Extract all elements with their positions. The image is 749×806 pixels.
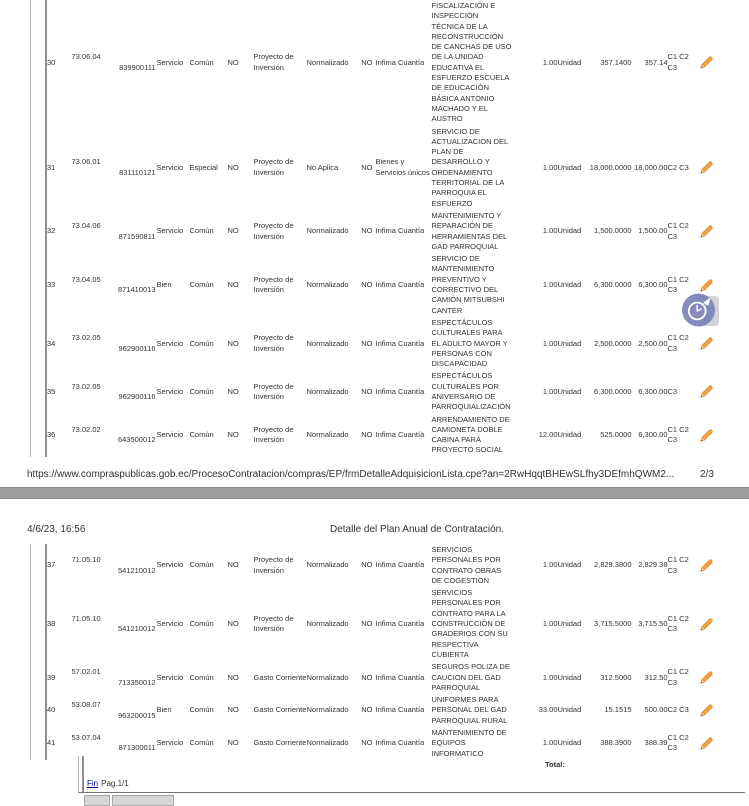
item-description: SERVICIO DE MANTENIMIENTO PREVENTIVO Y CORRECTIVO DEL CAMIÓN MITSUBSHI CANTER	[431, 254, 505, 315]
funding-source: Proyecto de Inversión	[253, 381, 294, 401]
item-description: MANTENIMIENTO Y REPARACIÓN DE HERRAMIENTAS DEL GAD PARROQUIAL	[431, 210, 507, 251]
unit: Unidad	[557, 162, 582, 172]
procedure-flag: NO	[361, 430, 373, 440]
total-cost: 3,715.50	[638, 619, 668, 629]
item-regime: Común	[189, 338, 214, 348]
pagination-line	[87, 779, 129, 788]
pagination-footer	[78, 756, 745, 793]
procedure-flag: NO	[361, 57, 373, 67]
row-number: 33	[47, 279, 56, 289]
procedure-type: Normalizado	[306, 57, 349, 67]
partida-number: 713350012	[117, 677, 156, 687]
item-type: Servicio	[156, 386, 184, 396]
item-type: Servicio	[156, 619, 184, 629]
procedure-flag: NO	[361, 279, 373, 289]
quarters: C1 C2 C3	[667, 221, 689, 241]
edit-cell	[698, 414, 728, 457]
item-code: 73.04.06	[71, 221, 101, 231]
exercise-flag: NO	[227, 430, 239, 440]
exercise-flag: NO	[227, 279, 239, 289]
quarters: C1 C2 C3	[667, 424, 689, 445]
row-left-border	[31, 0, 47, 126]
procedure-wrap	[307, 619, 376, 629]
unit: Unidad	[557, 738, 582, 748]
total-cost: 18,000.00	[634, 162, 668, 172]
total-cost: 2,500.00	[638, 338, 668, 348]
item-code: 73.02.05	[71, 381, 101, 391]
quantity: 33.00	[538, 705, 558, 715]
funding-source: Proyecto de Inversión	[253, 613, 294, 634]
total-label: Total:	[545, 760, 565, 769]
row-number: 36	[47, 430, 56, 440]
procurement-type: Infima Cuantía	[375, 672, 425, 682]
edit-cell	[698, 544, 728, 587]
unit: Unidad	[557, 386, 582, 396]
edit-pencil-icon[interactable]	[698, 54, 728, 71]
page-1	[30, 0, 728, 457]
total-cost: 312.50	[644, 672, 668, 682]
edit-cell	[698, 0, 728, 126]
row-left-border	[31, 126, 47, 210]
item-type: Servicio	[156, 162, 184, 172]
item-description: ARRENDAMIENTO DE CAMIONETA DOBLE CABINA PARA PROYECTO SOCIAL	[431, 414, 510, 455]
quantity: 1.00	[542, 672, 558, 682]
item-description: MANTENIMIENTO DE EQUIPOS INFORMATICO	[431, 728, 507, 758]
table-row	[31, 587, 728, 661]
edit-cell	[698, 661, 728, 694]
quantity: 1.00	[542, 738, 558, 748]
edit-pencil-icon[interactable]	[698, 702, 728, 719]
procedure-cell	[307, 370, 376, 413]
item-description: ESPECTÁCULOS CULTURALES POR ANIVERSARIO DE PARROQUIALIZACIÓN	[431, 371, 511, 412]
timer-extension-overlay-icon[interactable]	[681, 290, 719, 330]
bottom-button-stub-1[interactable]	[84, 795, 110, 806]
unit-cost: 18,000.0000	[589, 162, 632, 172]
edit-cell	[698, 126, 728, 210]
budget-code-cell	[70, 253, 157, 317]
procurement-type: Infima Cuantía	[375, 226, 425, 236]
edit-pencil-icon[interactable]	[698, 557, 728, 574]
procurement-type: Infima Cuantía	[375, 430, 425, 440]
edit-cell	[698, 694, 728, 727]
procedure-flag: NO	[361, 386, 373, 396]
page-count-label: Pag.1/1	[101, 779, 129, 788]
row-left-border	[31, 727, 47, 760]
partida-number: 541210012	[117, 624, 156, 634]
procurement-type: Bienes y Servicios únicos	[375, 157, 430, 177]
funding-source: Proyecto de Inversión	[253, 52, 294, 72]
procedure-cell	[307, 587, 376, 661]
item-regime: Común	[189, 226, 214, 236]
item-type: Servicio	[156, 57, 184, 67]
total-cost: 357.14	[644, 57, 668, 67]
total-cost: 6,300.00	[638, 386, 668, 396]
total-cost: 6,300.00	[638, 279, 668, 289]
edit-cell	[698, 587, 728, 661]
fin-link[interactable]: Fin	[87, 779, 99, 788]
procedure-type: No Aplica	[306, 162, 339, 172]
edit-cell	[698, 370, 728, 413]
item-type: Servicio	[156, 430, 184, 440]
item-description: SERVICIO DE ACTUALIZACION DEL PLAN DE DESARROLLO Y ORDENAMIENTO TERRITORIAL DE LA PARROQUIA EL ESFUERZO	[431, 126, 508, 208]
procedure-wrap	[307, 226, 376, 236]
quarters: C1 C2 C3	[667, 333, 689, 353]
row-left-border	[31, 317, 47, 370]
procurement-type: Infima Cuantía	[375, 386, 425, 396]
item-type: Servicio	[156, 560, 184, 570]
funding-source: Proyecto de Inversión	[253, 274, 294, 295]
procedure-cell	[307, 694, 376, 727]
edit-pencil-icon[interactable]	[698, 616, 728, 633]
quantity: 1.00	[542, 619, 558, 629]
item-regime: Común	[189, 560, 214, 570]
procedure-cell	[307, 727, 376, 760]
procedure-type: Normalizado	[306, 619, 349, 629]
page-separator	[0, 487, 749, 499]
row-left-border	[31, 661, 47, 694]
item-type: Servicio	[156, 338, 184, 348]
unit: Unidad	[557, 705, 582, 715]
partida-number: 962900116	[118, 391, 156, 401]
partida-number: 871410013	[117, 285, 156, 295]
exercise-flag: NO	[227, 162, 239, 172]
quarters: C2 C3	[667, 162, 689, 172]
edit-pencil-icon[interactable]	[698, 159, 728, 176]
edit-cell	[698, 727, 728, 760]
partida-number: 541210012	[117, 565, 156, 575]
procedure-wrap	[307, 673, 376, 683]
table-row	[31, 370, 728, 413]
procedure-cell	[307, 544, 376, 587]
procurement-type: Infima Cuantía	[375, 57, 425, 67]
procedure-wrap	[307, 705, 376, 715]
exercise-flag: NO	[227, 226, 239, 236]
item-regime: Especial	[189, 162, 218, 172]
unit: Unidad	[557, 279, 582, 289]
budget-code-cell	[70, 317, 157, 370]
funding-source: Proyecto de Inversión	[253, 555, 294, 575]
item-description: ESPECTÁCULOS CULTURALES PARA EL ADULTO MAYOR Y PERSONAS CON DISCAPACIDAD	[431, 317, 508, 369]
budget-code-cell	[70, 661, 157, 694]
total-cost: 388.39	[644, 738, 668, 748]
procedure-cell	[307, 661, 376, 694]
procedure-wrap	[307, 430, 376, 440]
item-type: Servicio	[156, 738, 184, 748]
partida-number: 962900116	[118, 343, 156, 353]
item-regime: Común	[189, 738, 214, 748]
procedure-flag: NO	[361, 738, 373, 748]
procedure-wrap	[307, 560, 376, 570]
procurement-type: Infima Cuantía	[375, 738, 425, 748]
page-title: Detalle del Plan Anual de Contratación.	[330, 524, 505, 535]
procedure-cell	[307, 210, 376, 253]
budget-code-cell	[70, 727, 157, 760]
total-cost: 6,300.00	[638, 430, 668, 440]
partida-number: 871300011	[118, 743, 156, 753]
unit-cost: 2,500.0000	[593, 338, 632, 348]
unit-cost: 15.1515	[604, 705, 632, 715]
table-row	[31, 414, 728, 457]
procedure-cell	[307, 414, 376, 457]
contracts-table-page-1	[30, 0, 728, 457]
procedure-cell	[307, 126, 376, 210]
quantity: 1.00	[542, 560, 558, 570]
item-code: 73.06.04	[71, 52, 101, 62]
partida-number: 839900111	[119, 62, 156, 72]
partida-number: 963200015	[117, 710, 156, 720]
procurement-type: Infima Cuantía	[375, 560, 425, 570]
quarters: C3	[667, 386, 678, 396]
procedure-type: Normalizado	[306, 672, 349, 682]
item-code: 71.05.10	[71, 613, 101, 623]
exercise-flag: NO	[227, 386, 239, 396]
item-description: UNIFORMES PARA PERSONAL DEL GAD PARROQUIAL RURAL	[431, 695, 508, 725]
page-2	[30, 544, 728, 760]
item-type: Servicio	[156, 672, 184, 682]
budget-code-cell	[70, 0, 157, 126]
funding-source: Gasto Corriente	[253, 738, 307, 748]
row-number: 41	[47, 738, 56, 748]
quantity: 12.00	[538, 430, 558, 440]
budget-code-cell	[70, 210, 157, 253]
procedure-flag: NO	[361, 226, 373, 236]
funding-source: Proyecto de Inversión	[253, 221, 294, 241]
budget-code-cell	[70, 370, 157, 413]
footer-page-indicator: 2/3	[700, 469, 714, 480]
procedure-flag: NO	[361, 672, 373, 682]
exercise-flag: NO	[227, 738, 239, 748]
table-row	[31, 317, 728, 370]
quarters: C1 C2 C3	[667, 555, 689, 575]
procedure-cell	[307, 0, 376, 126]
item-description: SEGUROS POLIZA DE CAUCION DEL GAD PARROQUIAL	[431, 662, 510, 692]
unit: Unidad	[557, 619, 582, 629]
unit: Unidad	[557, 338, 582, 348]
procedure-wrap	[307, 387, 376, 397]
unit: Unidad	[557, 560, 582, 570]
procedure-type: Normalizado	[306, 386, 349, 396]
total-cost: 500.00	[644, 705, 668, 715]
item-regime: Común	[189, 57, 214, 67]
table-row	[31, 210, 728, 253]
row-left-border	[31, 544, 47, 587]
row-number: 37	[47, 560, 56, 570]
budget-code-cell	[70, 126, 157, 210]
contracts-table-page-2	[30, 544, 728, 760]
row-left-border	[31, 414, 47, 457]
row-number: 30	[47, 57, 56, 67]
item-code: 73.02.05	[71, 333, 101, 343]
table-row	[31, 661, 728, 694]
item-regime: Común	[189, 386, 214, 396]
budget-code-cell	[70, 587, 157, 661]
quantity: 1.00	[542, 226, 558, 236]
item-code: 73.06.01	[71, 157, 101, 167]
quantity: 1.00	[542, 162, 558, 172]
procedure-flag: NO	[361, 560, 373, 570]
procedure-type: Normalizado	[306, 430, 349, 440]
quarters: C2 C3	[667, 705, 689, 715]
procedure-type: Normalizado	[306, 738, 349, 748]
item-regime: Común	[189, 705, 214, 715]
total-cost: 2,829.38	[638, 560, 668, 570]
quarters: C1 C2 C3	[667, 667, 689, 687]
budget-code-cell	[70, 544, 157, 587]
procedure-flag: NO	[361, 338, 373, 348]
quarters: C1 C2 C3	[667, 733, 689, 753]
procedure-type: Normalizado	[306, 338, 349, 348]
unit-cost: 388.3900	[600, 738, 632, 748]
exercise-flag: NO	[227, 672, 239, 682]
item-description: SERVICIOS PERSONALES POR CONTRATO OBRAS DE COGESTION	[431, 545, 502, 585]
row-left-border	[31, 587, 47, 661]
unit-cost: 3,715.5000	[593, 619, 632, 629]
procedure-wrap	[307, 163, 376, 173]
funding-source: Gasto Corriente	[253, 672, 307, 682]
unit: Unidad	[557, 672, 582, 682]
item-regime: Común	[189, 279, 214, 289]
procedure-wrap	[307, 339, 376, 349]
table-row	[31, 253, 728, 317]
procedure-cell	[307, 253, 376, 317]
edit-pencil-icon[interactable]	[698, 669, 728, 686]
table-row	[31, 126, 728, 210]
budget-code-cell	[70, 694, 157, 727]
unit: Unidad	[557, 430, 582, 440]
item-code: 73.04.05	[71, 274, 101, 284]
item-type: Servicio	[156, 226, 184, 236]
edit-pencil-icon[interactable]	[698, 735, 728, 752]
item-type: Bien	[156, 705, 172, 715]
quarters: C1 C2 C3	[667, 274, 689, 295]
quarters: C1 C2 C3	[667, 613, 689, 634]
procedure-type: Normalizado	[306, 226, 349, 236]
procedure-type: Normalizado	[306, 705, 349, 715]
item-regime: Común	[189, 619, 214, 629]
edit-pencil-icon[interactable]	[698, 427, 728, 444]
row-number: 32	[47, 226, 56, 236]
funding-source: Proyecto de Inversión	[253, 333, 294, 353]
procedure-type: Normalizado	[306, 279, 349, 289]
unit-cost: 357.1400	[600, 57, 632, 67]
partida-number: 871590811	[118, 231, 156, 241]
procedure-wrap	[307, 58, 376, 68]
total-cost: 1,500.00	[638, 226, 668, 236]
table-row	[31, 544, 728, 587]
item-regime: Común	[189, 672, 214, 682]
row-left-border	[31, 210, 47, 253]
procedure-wrap	[307, 738, 376, 748]
procedure-cell	[307, 317, 376, 370]
quantity: 1.00	[542, 338, 558, 348]
quantity: 1.00	[542, 57, 558, 67]
edit-pencil-icon[interactable]	[698, 335, 728, 352]
procurement-type: Infima Cuantía	[375, 619, 425, 629]
item-code: 53.08.07	[71, 700, 101, 710]
unit-cost: 6,300.0000	[593, 279, 632, 289]
partida-number: 643500012	[117, 435, 156, 445]
exercise-flag: NO	[227, 57, 239, 67]
unit-cost: 312.5000	[600, 672, 632, 682]
item-code: 53.07.04	[71, 733, 101, 743]
unit: Unidad	[557, 226, 582, 236]
row-left-border	[31, 694, 47, 727]
table-row	[31, 0, 728, 126]
funding-source: Proyecto de Inversión	[253, 157, 294, 177]
item-description: SERVICIOS PERSONALES POR CONTRATO PARA LA CONSTRUCCIÓN DE GRADERIOS CON SU RESPECTIVA CUBIERTA	[431, 588, 508, 659]
row-number: 35	[47, 386, 56, 396]
edit-pencil-icon[interactable]	[698, 223, 728, 240]
quantity: 1.00	[542, 386, 558, 396]
exercise-flag: NO	[227, 560, 239, 570]
item-regime: Común	[189, 430, 214, 440]
unit-cost: 1,500.0000	[593, 226, 632, 236]
procedure-wrap	[307, 280, 376, 290]
procedure-flag: NO	[361, 619, 373, 629]
row-number: 39	[47, 672, 56, 682]
budget-code-cell	[70, 414, 157, 457]
row-number: 34	[47, 338, 56, 348]
funding-source: Proyecto de Inversión	[253, 424, 294, 445]
quarters: C1 C2 C3	[667, 52, 689, 72]
row-left-border	[31, 253, 47, 317]
bottom-button-stub-2[interactable]	[112, 795, 174, 806]
unit: Unidad	[557, 57, 582, 67]
item-code: 57.02.01	[71, 667, 101, 677]
row-number: 38	[47, 619, 56, 629]
procurement-type: Infima Cuantía	[375, 338, 425, 348]
exercise-flag: NO	[227, 705, 239, 715]
procurement-type: Infima Cuantía	[375, 705, 425, 715]
quantity: 1.00	[542, 279, 558, 289]
procurement-type: Infima Cuantía	[375, 279, 425, 289]
procedure-flag: NO	[361, 162, 373, 172]
partida-number: 831110121	[119, 167, 156, 177]
edit-cell	[698, 210, 728, 253]
procedure-type: Normalizado	[306, 560, 349, 570]
item-code: 71.05.10	[71, 555, 101, 565]
table-row	[31, 694, 728, 727]
item-description: FISCALIZACIÓN E INSPECCIÓN TÉCNICA DE LA RECONSTRUCCIÓN DE CANCHAS DE USO DE LA UNIDAD EDUCATIVA EL ESFUERZO ESCUELA DE EDUCACIÓN BÁSICA ANTONIO MACHADO Y EL AUSTRO	[431, 1, 512, 124]
table-row	[31, 727, 728, 760]
row-number: 31	[47, 162, 56, 172]
unit-cost: 6,300.0000	[593, 386, 632, 396]
edit-pencil-icon[interactable]	[698, 383, 728, 400]
funding-source: Gasto Corriente	[253, 705, 307, 715]
row-number: 40	[47, 705, 56, 715]
item-code: 73.02.02	[71, 424, 101, 434]
exercise-flag: NO	[227, 619, 239, 629]
row-left-border	[31, 370, 47, 413]
unit-cost: 2,829.3800	[593, 560, 632, 570]
item-type: Bien	[156, 279, 172, 289]
procedure-flag: NO	[361, 705, 373, 715]
exercise-flag: NO	[227, 338, 239, 348]
unit-cost: 525.0000	[600, 430, 632, 440]
print-header-datetime: 4/6/23, 16:56	[27, 524, 86, 535]
footer-url: https://www.compraspublicas.gob.ec/ProcesoContratacion/compras/EP/frmDetalleAdquisicionLista.cpe?an=2RwHqqtBHEwSLfhy3DEfmhQWM2...	[27, 469, 675, 480]
